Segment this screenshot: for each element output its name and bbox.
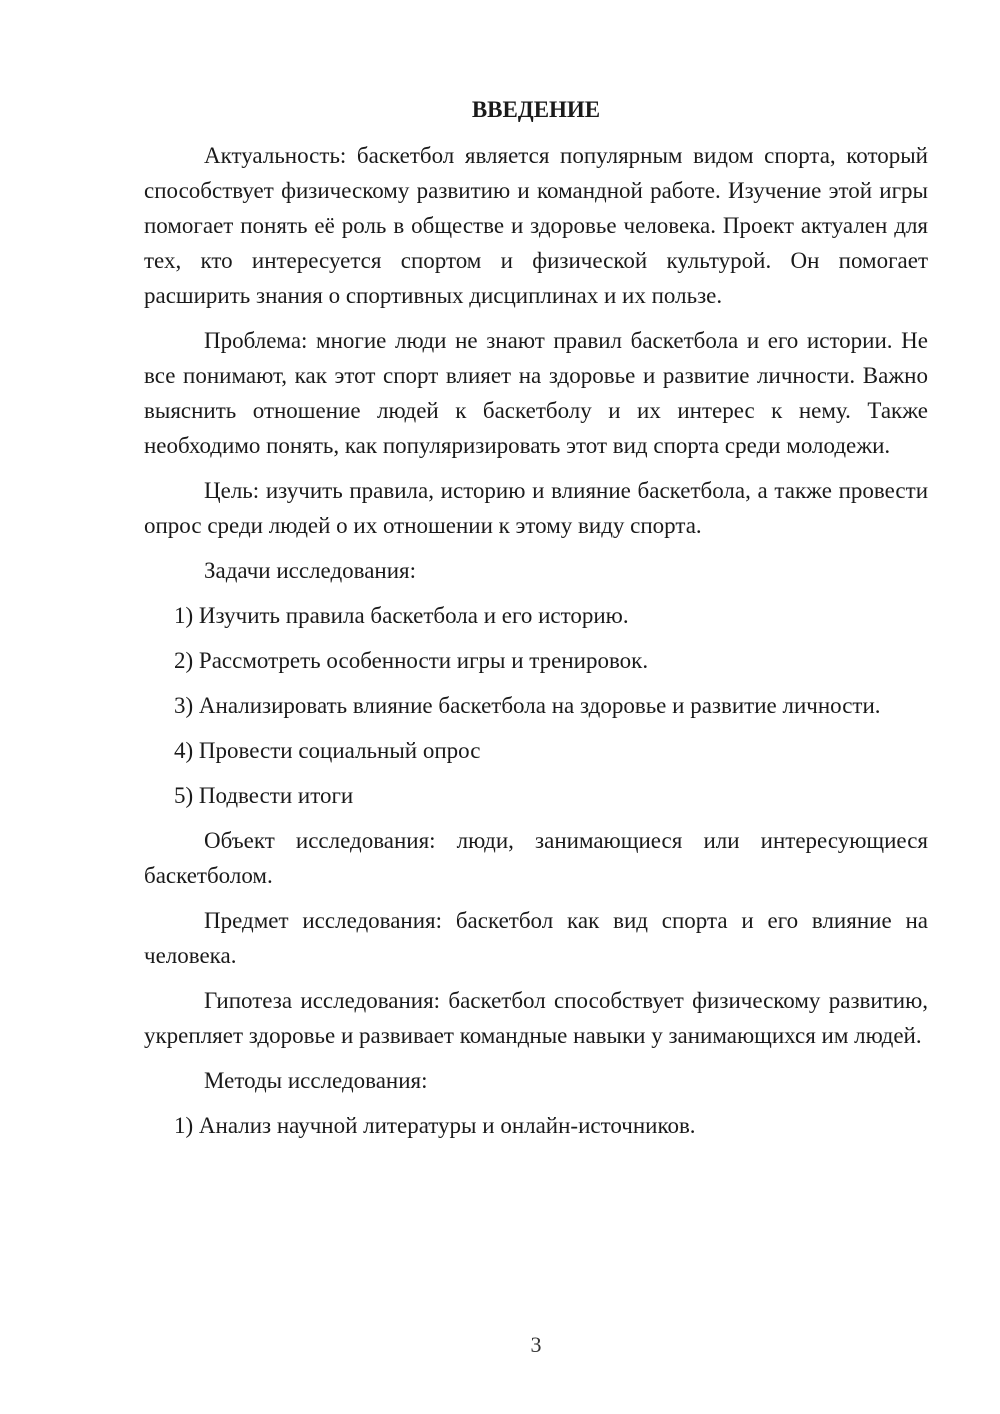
page-title: ВВЕДЕНИЕ xyxy=(471,97,601,122)
list-item-task-5: 5) Подвести итоги xyxy=(174,783,354,808)
paragraph-problem: Проблема: многие люди не знают правил баскетбола и его истории. Не все понимают, как этот спорт влияет на здоровье и развитие личности. Важно выяснить отношение людей к баскетболу и их интерес к нему. Также необходимо понять, как популяризировать этот вид спорта среди молодежи. xyxy=(144,328,928,458)
paragraph-actuality: Актуальность: баскетбол является популярным видом спорта, который способствует физическому развитию и командной работе. Изучение этой игры помогает понять её роль в обществе и здоровье человека. Проект актуален для тех, кто интересуется спортом и физической культурой. Он помогает расширить знания о спортивных дисциплинах и их пользе. xyxy=(144,143,928,308)
paragraph-goal: Цель: изучить правила, историю и влияние баскетбола, а также провести опрос среди людей о их отношении к этому виду спорта. xyxy=(144,478,928,538)
paragraph-subject: Предмет исследования: баскетбол как вид спорта и его влияние на человека. xyxy=(144,908,928,968)
paragraph-hypothesis: Гипотеза исследования: баскетбол способствует физическому развитию, укрепляет здоровье и развивает командные навыки у занимающихся им людей. xyxy=(144,988,928,1048)
document-page xyxy=(144,96,928,1153)
list-item-method-1: 1) Анализ научной литературы и онлайн-источников. xyxy=(174,1113,696,1138)
list-item-task-4: 4) Провести социальный опрос xyxy=(174,738,481,763)
page-number: 3 xyxy=(530,1332,542,1357)
list-item-task-2: 2) Рассмотреть особенности игры и тренировок. xyxy=(174,648,649,673)
list-item-task-3: 3) Анализировать влияние баскетбола на здоровье и развитие личности. xyxy=(174,693,881,718)
tasks-heading: Задачи исследования: xyxy=(204,558,417,583)
paragraph-object: Объект исследования: люди, занимающиеся или интересующиеся баскетболом. xyxy=(144,828,928,888)
list-item-task-1: 1) Изучить правила баскетбола и его историю. xyxy=(174,603,629,628)
methods-heading: Методы исследования: xyxy=(204,1068,428,1093)
